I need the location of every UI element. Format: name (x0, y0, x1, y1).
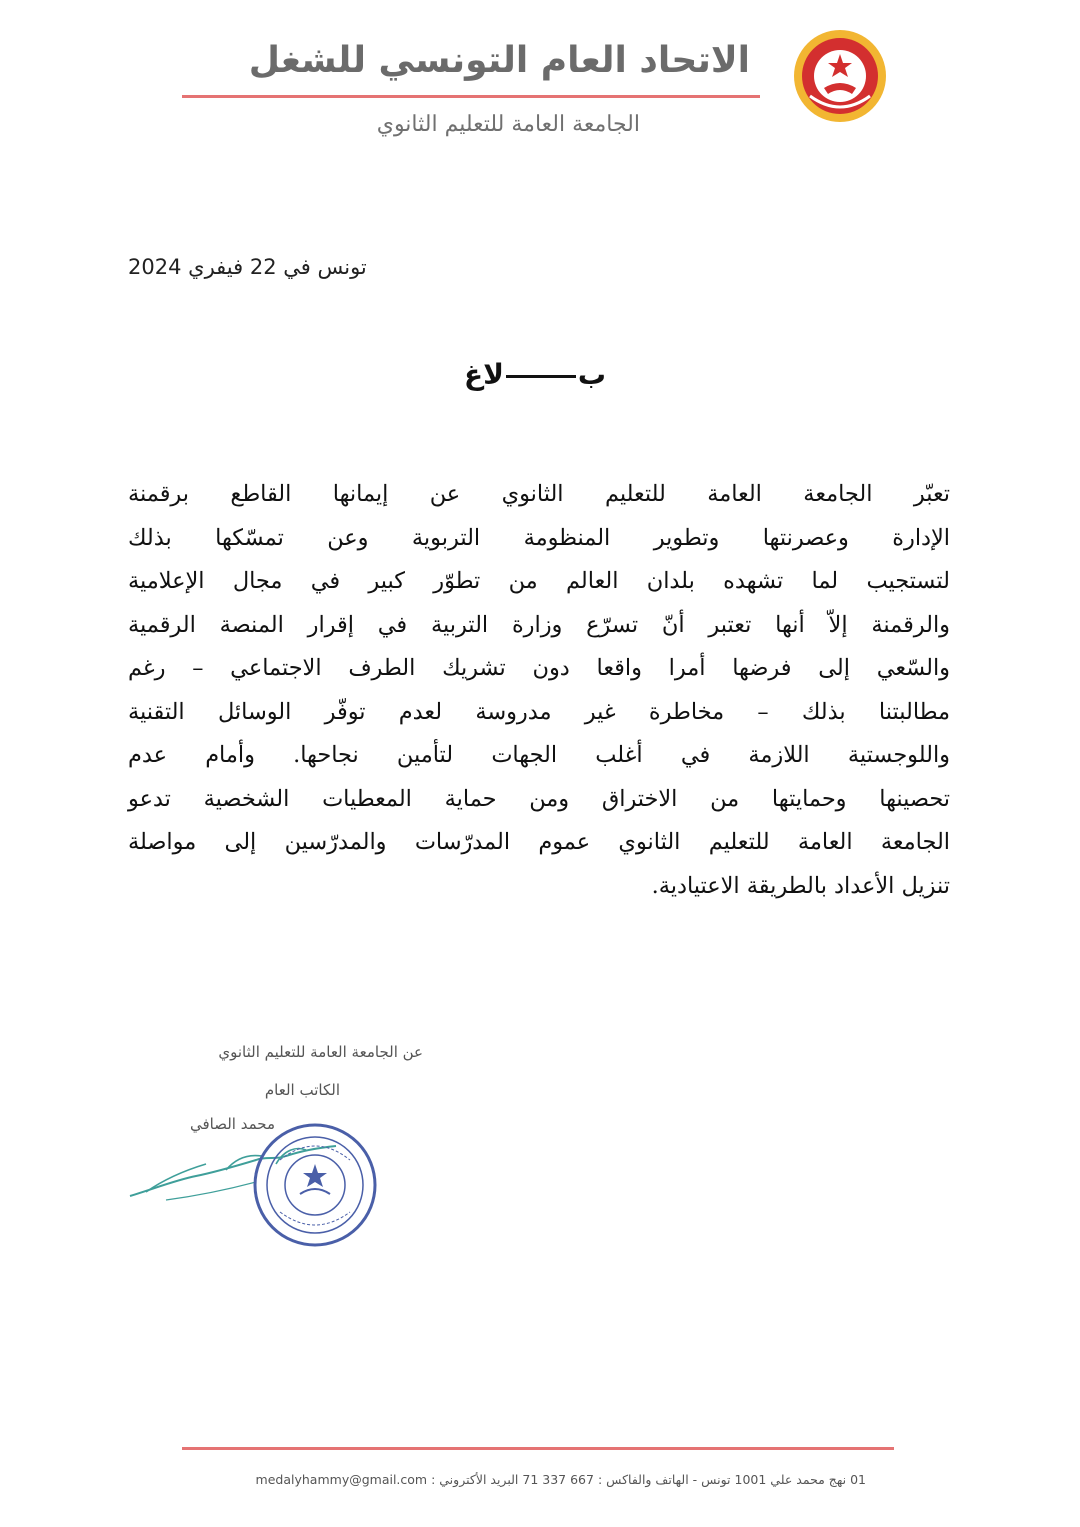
date-line: تونس في 22 فيفري 2024 (128, 255, 367, 279)
body-line: والسّعي إلى فرضها أمرا واقعا دون تشريك الطرف الاجتماعي – رغم (128, 655, 950, 681)
body-line: والرقمنة إلاّ أنها تعتبر أنّ تسرّع وزارة التربية في إقرار المنصة الرقمية (128, 611, 950, 638)
body-line: الإدارة وعصرنتها وتطوير المنظومة التربوية وعن تمسّكها بذلك (128, 524, 950, 551)
org-subtitle: الجامعة العامة للتعليم الثانوي (376, 112, 640, 137)
body-line: تعبّر الجامعة العامة للتعليم الثانوي عن إيمانها القاطع برقمنة (128, 481, 950, 507)
body-line: تنزيل الأعداد بالطريقة الاعتيادية. (651, 872, 950, 899)
header-divider (182, 95, 760, 98)
signature-name: محمد الصافي (189, 1115, 275, 1133)
body-line: تحصينها وحمايتها من الاختراق ومن حماية المعطيات الشخصية تدعو (128, 785, 950, 812)
signature-on-behalf: عن الجامعة العامة للتعليم الثانوي (218, 1043, 423, 1061)
body-line: واللوجستية اللازمة في أغلب الجهات لتأمين نجاحها. وأمام عدم (128, 742, 950, 768)
body-line: لتستجيب لما تشهده بلدان العالم من تطوّر كبير في مجال الإعلامية (128, 568, 950, 594)
document-title (460, 358, 610, 391)
org-title: الاتحاد العام التونسي للشغل (248, 40, 750, 81)
body-line: الجامعة العامة للتعليم الثانوي عموم المدرّسات والمدرّسين إلى مواصلة (128, 829, 950, 855)
footer-contact: 01 نهج محمد علي 1001 تونس - الهاتف والفاكس : 667 337 71 البريد الأكتروني : medalyhammy@gmail.com (255, 1472, 866, 1487)
union-logo (780, 26, 900, 126)
document-title-text: بلاغ (463, 358, 607, 391)
statement-body (128, 473, 950, 908)
body-line: مطالبتنا بذلك – مخاطرة غير مدروسة لعدم توفّر الوسائل التقنية (128, 698, 950, 725)
official-stamp (250, 1120, 380, 1250)
footer-divider (182, 1447, 894, 1450)
signature-role: الكاتب العام (264, 1081, 340, 1099)
